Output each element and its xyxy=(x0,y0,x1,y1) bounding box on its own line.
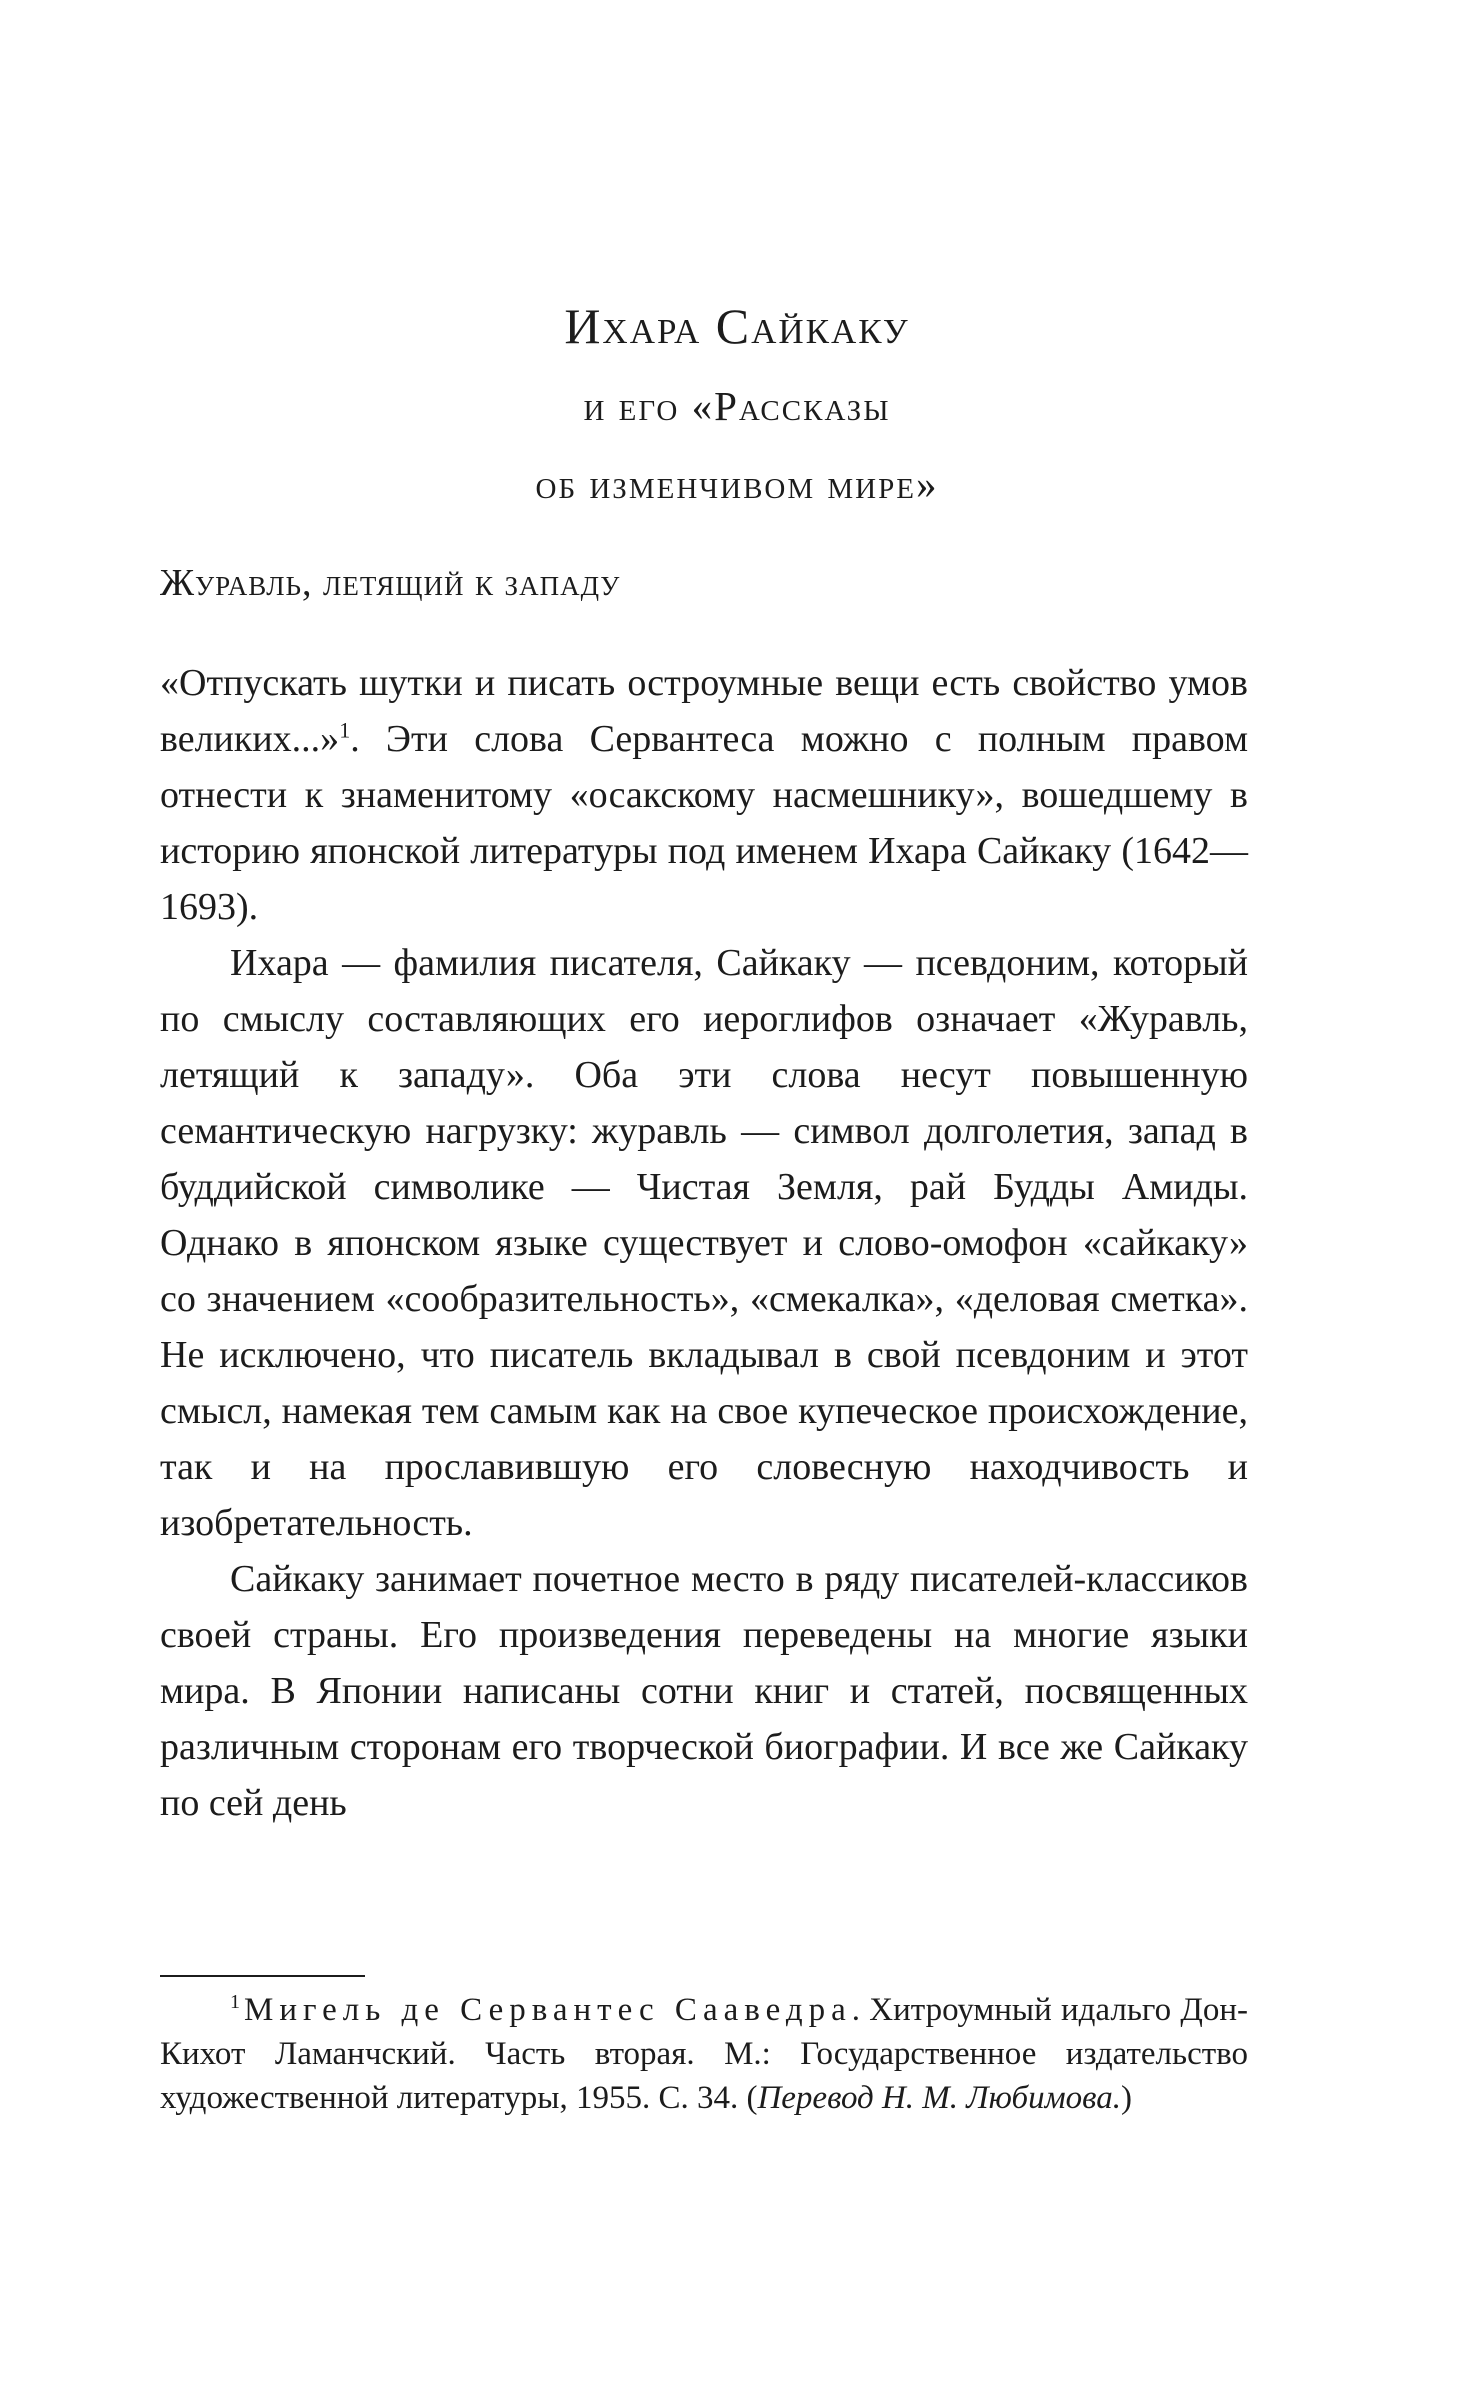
paragraph-2: Ихара — фамилия писателя, Сайкаку — псевдоним, который по смыслу составляющих его иероглифов означает «Журавль, летящий к западу». Оба эти слова несут повышенную семантическую нагрузку: журавль — символ долголетия, запад в буддийской символике — Чистая Земля, рай Будды Амиды. Однако в японском языке существует и слово-омофон «сайкаку» со значением «сообразительность», «смекалка», «деловая сметка». Не исключено, что писатель вкладывал в свой псевдоним и этот смысл, намекая тем самым как на свое купеческое происхождение, так и на прославившую его словесную находчивость и изобретательность. xyxy=(160,942,1248,1544)
footnote-author: Мигель де Сервантес Сааведра xyxy=(244,1992,852,2028)
body-text xyxy=(160,655,1248,1831)
footnote-divider xyxy=(160,1975,365,1977)
footnote-translator: Перевод Н. М. Любимова. xyxy=(757,2080,1121,2116)
footnote-number: 1 xyxy=(230,1991,240,2013)
paragraph-1-text-after-ref: . Эти слова Сервантеса можно с полным правом отнести к знаменитому «осакскому насмешнику», вошедшему в историю японской литературы под именем Ихара Сайкаку (1642—1693). xyxy=(160,718,1248,928)
paragraph-1 xyxy=(160,655,1248,935)
section-heading: Журавль, летящий к западу xyxy=(160,562,621,604)
footnote-reference: 1 xyxy=(339,717,351,743)
footnote-close: ) xyxy=(1121,2080,1132,2116)
paragraph-1-text-before-ref: «Отпускать шутки и писать остроумные вещи есть свойство умов великих...» xyxy=(160,662,1248,760)
chapter-title xyxy=(0,290,1474,520)
footnote xyxy=(160,1988,1248,2120)
paragraph-3: Сайкаку занимает почетное место в ряду писателей-классиков своей страны. Его произведения переведены на многие языки мира. В Японии написаны сотни книг и статей, посвященных различным сторонам его творческой биографии. И все же Сайкаку по сей день xyxy=(160,1558,1248,1824)
chapter-title-line-2: и его «Рассказы xyxy=(583,383,891,429)
footnote-text: . Хитроумный идальго Дон-Кихот Ламанчский. Часть вторая. М.: Государственное издательство художественной литературы, 1955. С. 34. ( xyxy=(160,1992,1248,2116)
chapter-title-line-3: об изменчивом мире» xyxy=(535,461,939,507)
chapter-title-line-1: Ихара Сайкаку xyxy=(564,298,910,354)
